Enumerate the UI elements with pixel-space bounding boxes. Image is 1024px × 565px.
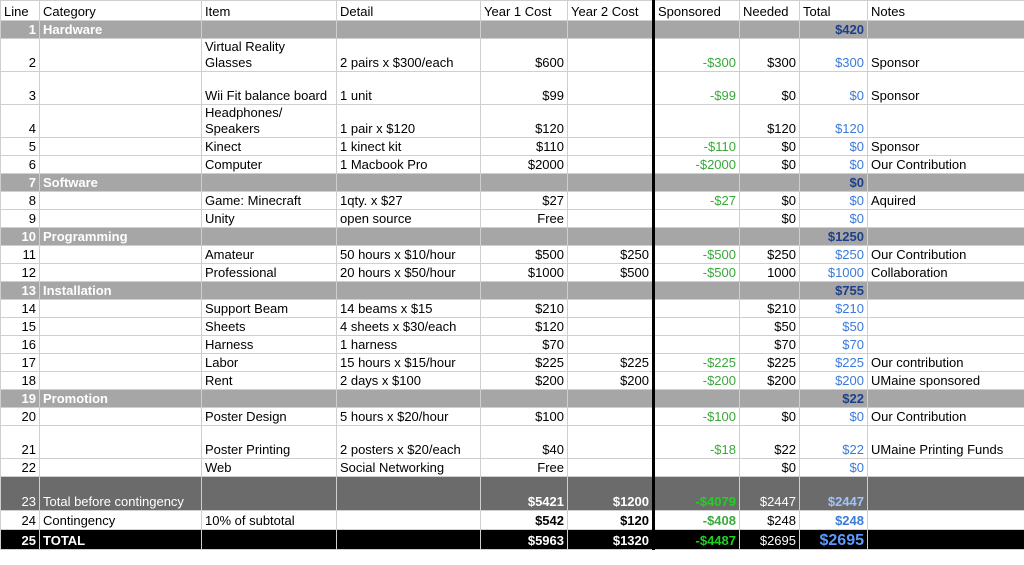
item-cell[interactable]: Headphones/ Speakers — [202, 105, 337, 138]
sponsored-cell[interactable]: -$4487 — [654, 530, 740, 550]
year1-cell[interactable]: $100 — [481, 408, 568, 426]
table-row — [1, 372, 1024, 390]
header-sponsored[interactable]: Sponsored — [654, 1, 740, 21]
year1-cell[interactable]: Free — [481, 210, 568, 228]
total-cell[interactable]: $2695 — [800, 530, 868, 550]
year2-cell[interactable]: $1320 — [568, 530, 654, 550]
table-row — [1, 336, 1024, 354]
line-number[interactable]: 23 — [1, 477, 40, 511]
detail-cell[interactable] — [337, 530, 481, 550]
needed-cell[interactable]: $250 — [740, 246, 800, 264]
year2-cell[interactable] — [568, 228, 654, 246]
notes-cell[interactable] — [868, 511, 1024, 530]
notes-cell[interactable] — [868, 174, 1024, 192]
line-number[interactable]: 14 — [1, 300, 40, 318]
category-cell[interactable] — [40, 354, 202, 372]
line-number[interactable]: 16 — [1, 336, 40, 354]
year1-cell[interactable]: $210 — [481, 300, 568, 318]
category-cell[interactable] — [40, 318, 202, 336]
table-row — [1, 264, 1024, 282]
category-cell[interactable]: Total before contingency — [40, 477, 202, 511]
year1-cell[interactable] — [481, 174, 568, 192]
year2-cell[interactable] — [568, 210, 654, 228]
header-needed[interactable]: Needed — [740, 1, 800, 21]
year2-cell[interactable] — [568, 105, 654, 138]
line-number[interactable]: 11 — [1, 246, 40, 264]
table-row — [1, 300, 1024, 318]
year2-cell[interactable]: $120 — [568, 511, 654, 530]
contingency-row — [1, 511, 1024, 530]
total-cell[interactable]: $0 — [800, 408, 868, 426]
detail-cell[interactable] — [337, 228, 481, 246]
table-row — [1, 72, 1024, 105]
year2-cell[interactable] — [568, 174, 654, 192]
sponsored-cell[interactable] — [654, 459, 740, 477]
detail-cell[interactable] — [337, 390, 481, 408]
year1-cell[interactable]: $99 — [481, 72, 568, 105]
notes-cell[interactable] — [868, 318, 1024, 336]
item-cell[interactable]: Poster Printing — [202, 426, 337, 459]
notes-cell[interactable] — [868, 21, 1024, 39]
category-cell[interactable]: Software — [40, 174, 202, 192]
total-cell[interactable]: $248 — [800, 511, 868, 530]
category-cell[interactable] — [40, 105, 202, 138]
notes-cell[interactable]: Aquired — [868, 192, 1024, 210]
needed-cell[interactable]: $2695 — [740, 530, 800, 550]
detail-cell[interactable]: 14 beams x $15 — [337, 300, 481, 318]
category-row — [1, 282, 1024, 300]
year1-cell[interactable]: $600 — [481, 39, 568, 72]
needed-cell[interactable] — [740, 282, 800, 300]
line-number[interactable]: 6 — [1, 156, 40, 174]
needed-cell[interactable]: $0 — [740, 459, 800, 477]
year1-cell[interactable]: $5963 — [481, 530, 568, 550]
year2-cell[interactable]: $1200 — [568, 477, 654, 511]
notes-cell[interactable] — [868, 282, 1024, 300]
year1-cell[interactable] — [481, 21, 568, 39]
sponsored-cell[interactable]: -$300 — [654, 39, 740, 72]
total-cell[interactable]: $0 — [800, 459, 868, 477]
detail-cell[interactable]: 1 pair x $120 — [337, 105, 481, 138]
notes-cell[interactable]: Our contribution — [868, 354, 1024, 372]
year1-cell[interactable]: $542 — [481, 511, 568, 530]
notes-cell[interactable]: Sponsor — [868, 138, 1024, 156]
detail-cell[interactable]: 4 sheets x $30/each — [337, 318, 481, 336]
needed-cell[interactable] — [740, 390, 800, 408]
line-number[interactable]: 1 — [1, 21, 40, 39]
total-cell[interactable]: $1250 — [800, 228, 868, 246]
detail-cell[interactable]: 1 unit — [337, 72, 481, 105]
line-number[interactable]: 22 — [1, 459, 40, 477]
category-cell[interactable]: Contingency — [40, 511, 202, 530]
year1-cell[interactable]: $500 — [481, 246, 568, 264]
year1-cell[interactable]: $200 — [481, 372, 568, 390]
sponsored-cell[interactable]: -$4079 — [654, 477, 740, 511]
year1-cell[interactable]: $27 — [481, 192, 568, 210]
line-number[interactable]: 3 — [1, 72, 40, 105]
category-cell[interactable] — [40, 192, 202, 210]
needed-cell[interactable]: $210 — [740, 300, 800, 318]
year1-cell[interactable]: $40 — [481, 426, 568, 459]
header-line[interactable]: Line — [1, 1, 40, 21]
notes-cell[interactable]: Our Contribution — [868, 156, 1024, 174]
category-cell[interactable] — [40, 408, 202, 426]
category-cell[interactable]: Hardware — [40, 21, 202, 39]
notes-cell[interactable] — [868, 300, 1024, 318]
total-cell[interactable]: $420 — [800, 21, 868, 39]
year2-cell[interactable] — [568, 156, 654, 174]
sponsored-cell[interactable]: -$500 — [654, 246, 740, 264]
needed-cell[interactable]: $200 — [740, 372, 800, 390]
category-cell[interactable]: Promotion — [40, 390, 202, 408]
line-number[interactable]: 7 — [1, 174, 40, 192]
sponsored-cell[interactable] — [654, 105, 740, 138]
category-cell[interactable] — [40, 156, 202, 174]
item-cell[interactable]: Professional — [202, 264, 337, 282]
year2-cell[interactable] — [568, 138, 654, 156]
year2-cell[interactable]: $500 — [568, 264, 654, 282]
category-cell[interactable] — [40, 72, 202, 105]
line-number[interactable]: 4 — [1, 105, 40, 138]
year2-cell[interactable] — [568, 459, 654, 477]
needed-cell[interactable]: $70 — [740, 336, 800, 354]
detail-cell[interactable]: 5 hours x $20/hour — [337, 408, 481, 426]
item-cell[interactable]: Kinect — [202, 138, 337, 156]
item-cell[interactable] — [202, 21, 337, 39]
total-cell[interactable]: $200 — [800, 372, 868, 390]
needed-cell[interactable]: $0 — [740, 138, 800, 156]
notes-cell[interactable] — [868, 228, 1024, 246]
total-cell[interactable]: $2447 — [800, 477, 868, 511]
category-cell[interactable] — [40, 372, 202, 390]
notes-cell[interactable]: Our Contribution — [868, 246, 1024, 264]
category-row — [1, 228, 1024, 246]
line-number[interactable]: 2 — [1, 39, 40, 72]
item-cell[interactable]: Computer — [202, 156, 337, 174]
item-cell[interactable]: Support Beam — [202, 300, 337, 318]
item-cell[interactable]: Game: Minecraft — [202, 192, 337, 210]
item-cell[interactable]: Web — [202, 459, 337, 477]
item-cell[interactable] — [202, 174, 337, 192]
table-row — [1, 138, 1024, 156]
item-cell[interactable]: Rent — [202, 372, 337, 390]
detail-cell[interactable]: Social Networking — [337, 459, 481, 477]
needed-cell[interactable]: $300 — [740, 39, 800, 72]
total-cell[interactable]: $22 — [800, 390, 868, 408]
notes-cell[interactable] — [868, 477, 1024, 511]
notes-cell[interactable] — [868, 390, 1024, 408]
total-cell[interactable]: $225 — [800, 354, 868, 372]
total-cell[interactable]: $120 — [800, 105, 868, 138]
header-row — [1, 1, 1024, 21]
subtotal-row — [1, 477, 1024, 511]
table-row — [1, 105, 1024, 138]
sponsored-cell[interactable] — [654, 228, 740, 246]
sponsored-cell[interactable] — [654, 390, 740, 408]
header-year1[interactable]: Year 1 Cost — [481, 1, 568, 21]
total-cell[interactable]: $0 — [800, 192, 868, 210]
detail-cell[interactable] — [337, 282, 481, 300]
year1-cell[interactable]: Free — [481, 459, 568, 477]
year2-cell[interactable]: $225 — [568, 354, 654, 372]
line-number[interactable]: 21 — [1, 426, 40, 459]
total-cell[interactable]: $70 — [800, 336, 868, 354]
sponsored-cell[interactable] — [654, 300, 740, 318]
sponsored-cell[interactable]: -$99 — [654, 72, 740, 105]
item-cell[interactable] — [202, 530, 337, 550]
category-cell[interactable] — [40, 264, 202, 282]
year2-cell[interactable] — [568, 21, 654, 39]
header-notes[interactable]: Notes — [868, 1, 1024, 21]
detail-cell[interactable] — [337, 477, 481, 511]
table-row — [1, 156, 1024, 174]
needed-cell[interactable]: $0 — [740, 192, 800, 210]
line-number[interactable]: 15 — [1, 318, 40, 336]
notes-cell[interactable] — [868, 459, 1024, 477]
sponsored-cell[interactable]: -$500 — [654, 264, 740, 282]
item-cell[interactable]: Poster Design — [202, 408, 337, 426]
notes-cell[interactable]: Sponsor — [868, 72, 1024, 105]
needed-cell[interactable] — [740, 174, 800, 192]
needed-cell[interactable]: $2447 — [740, 477, 800, 511]
notes-cell[interactable]: UMaine Printing Funds — [868, 426, 1024, 459]
line-number[interactable]: 5 — [1, 138, 40, 156]
total-cell[interactable]: $210 — [800, 300, 868, 318]
year1-cell[interactable]: $1000 — [481, 264, 568, 282]
category-row — [1, 390, 1024, 408]
header-item[interactable]: Item — [202, 1, 337, 21]
sponsored-cell[interactable] — [654, 282, 740, 300]
detail-cell[interactable] — [337, 21, 481, 39]
item-cell[interactable]: Wii Fit balance board — [202, 72, 337, 105]
category-cell[interactable] — [40, 300, 202, 318]
sponsored-cell[interactable] — [654, 210, 740, 228]
category-cell[interactable] — [40, 336, 202, 354]
category-cell[interactable] — [40, 210, 202, 228]
sponsored-cell[interactable]: -$2000 — [654, 156, 740, 174]
detail-cell[interactable] — [337, 174, 481, 192]
total-cell[interactable]: $0 — [800, 174, 868, 192]
year1-cell[interactable] — [481, 228, 568, 246]
sponsored-cell[interactable]: -$408 — [654, 511, 740, 530]
total-cell[interactable]: $1000 — [800, 264, 868, 282]
table-row — [1, 318, 1024, 336]
needed-cell[interactable]: 1000 — [740, 264, 800, 282]
table-row — [1, 192, 1024, 210]
year2-cell[interactable] — [568, 39, 654, 72]
sponsored-cell[interactable]: -$200 — [654, 372, 740, 390]
category-cell[interactable] — [40, 39, 202, 72]
year2-cell[interactable]: $200 — [568, 372, 654, 390]
detail-cell[interactable]: 1 Macbook Pro — [337, 156, 481, 174]
category-cell[interactable] — [40, 426, 202, 459]
item-cell[interactable] — [202, 282, 337, 300]
line-number[interactable]: 19 — [1, 390, 40, 408]
needed-cell[interactable]: $50 — [740, 318, 800, 336]
item-cell[interactable]: Unity — [202, 210, 337, 228]
table-row — [1, 210, 1024, 228]
header-category[interactable]: Category — [40, 1, 202, 21]
year1-cell[interactable]: $110 — [481, 138, 568, 156]
category-row — [1, 174, 1024, 192]
needed-cell[interactable]: $0 — [740, 72, 800, 105]
table-row — [1, 426, 1024, 459]
sponsored-cell[interactable]: -$27 — [654, 192, 740, 210]
item-cell[interactable]: Labor — [202, 354, 337, 372]
sponsored-cell[interactable]: -$225 — [654, 354, 740, 372]
needed-cell[interactable]: $22 — [740, 426, 800, 459]
detail-cell[interactable]: 1 harness — [337, 336, 481, 354]
needed-cell[interactable]: $248 — [740, 511, 800, 530]
notes-cell[interactable] — [868, 210, 1024, 228]
table-row — [1, 39, 1024, 72]
year1-cell[interactable]: $120 — [481, 318, 568, 336]
detail-cell[interactable]: 15 hours x $15/hour — [337, 354, 481, 372]
notes-cell[interactable]: Sponsor — [868, 39, 1024, 72]
sponsored-cell[interactable] — [654, 318, 740, 336]
detail-cell[interactable]: 1qty. x $27 — [337, 192, 481, 210]
line-number[interactable]: 17 — [1, 354, 40, 372]
year2-cell[interactable] — [568, 282, 654, 300]
total-cell[interactable]: $22 — [800, 426, 868, 459]
category-cell[interactable] — [40, 246, 202, 264]
line-number[interactable]: 25 — [1, 530, 40, 550]
needed-cell[interactable]: $0 — [740, 210, 800, 228]
notes-cell[interactable] — [868, 336, 1024, 354]
category-cell[interactable] — [40, 459, 202, 477]
item-cell[interactable]: 10% of subtotal — [202, 511, 337, 530]
header-total[interactable]: Total — [800, 1, 868, 21]
sponsored-cell[interactable] — [654, 336, 740, 354]
category-row — [1, 21, 1024, 39]
notes-cell[interactable] — [868, 530, 1024, 550]
total-cell[interactable]: $0 — [800, 72, 868, 105]
line-number[interactable]: 10 — [1, 228, 40, 246]
line-number[interactable]: 13 — [1, 282, 40, 300]
needed-cell[interactable] — [740, 228, 800, 246]
category-cell[interactable]: Installation — [40, 282, 202, 300]
table-row — [1, 408, 1024, 426]
year1-cell[interactable] — [481, 282, 568, 300]
total-cell[interactable]: $50 — [800, 318, 868, 336]
sponsored-cell[interactable]: -$18 — [654, 426, 740, 459]
item-cell[interactable] — [202, 477, 337, 511]
detail-cell[interactable]: 50 hours x $10/hour — [337, 246, 481, 264]
total-cell[interactable]: $0 — [800, 138, 868, 156]
detail-cell[interactable]: 2 posters x $20/each — [337, 426, 481, 459]
line-number[interactable]: 20 — [1, 408, 40, 426]
total-cell[interactable]: $755 — [800, 282, 868, 300]
line-number[interactable]: 24 — [1, 511, 40, 530]
item-cell[interactable]: Amateur — [202, 246, 337, 264]
detail-cell[interactable]: 20 hours x $50/hour — [337, 264, 481, 282]
year1-cell[interactable]: $70 — [481, 336, 568, 354]
item-cell[interactable]: Harness — [202, 336, 337, 354]
detail-cell[interactable]: open source — [337, 210, 481, 228]
year1-cell[interactable]: $5421 — [481, 477, 568, 511]
detail-cell[interactable]: 1 kinect kit — [337, 138, 481, 156]
notes-cell[interactable]: UMaine sponsored — [868, 372, 1024, 390]
line-number[interactable]: 18 — [1, 372, 40, 390]
detail-cell[interactable]: 2 days x $100 — [337, 372, 481, 390]
line-number[interactable]: 9 — [1, 210, 40, 228]
needed-cell[interactable]: $120 — [740, 105, 800, 138]
year1-cell[interactable]: $2000 — [481, 156, 568, 174]
notes-cell[interactable]: Collaboration — [868, 264, 1024, 282]
line-number[interactable]: 12 — [1, 264, 40, 282]
year2-cell[interactable] — [568, 300, 654, 318]
year2-cell[interactable] — [568, 426, 654, 459]
year1-cell[interactable] — [481, 390, 568, 408]
sponsored-cell[interactable] — [654, 174, 740, 192]
year1-cell[interactable]: $120 — [481, 105, 568, 138]
table-row — [1, 246, 1024, 264]
needed-cell[interactable]: $225 — [740, 354, 800, 372]
detail-cell[interactable] — [337, 511, 481, 530]
total-cell[interactable]: $300 — [800, 39, 868, 72]
year2-cell[interactable] — [568, 318, 654, 336]
year2-cell[interactable] — [568, 408, 654, 426]
sponsored-cell[interactable] — [654, 21, 740, 39]
year2-cell[interactable] — [568, 336, 654, 354]
year1-cell[interactable]: $225 — [481, 354, 568, 372]
item-cell[interactable]: Sheets — [202, 318, 337, 336]
sponsored-cell[interactable]: -$110 — [654, 138, 740, 156]
detail-cell[interactable]: 2 pairs x $300/each — [337, 39, 481, 72]
needed-cell[interactable] — [740, 21, 800, 39]
item-cell[interactable] — [202, 390, 337, 408]
line-number[interactable]: 8 — [1, 192, 40, 210]
year2-cell[interactable]: $250 — [568, 246, 654, 264]
grand-total-row — [1, 530, 1024, 550]
sponsored-cell[interactable]: -$100 — [654, 408, 740, 426]
header-year2[interactable]: Year 2 Cost — [568, 1, 654, 21]
needed-cell[interactable]: $0 — [740, 408, 800, 426]
total-cell[interactable]: $0 — [800, 210, 868, 228]
category-cell[interactable]: TOTAL — [40, 530, 202, 550]
total-cell[interactable]: $0 — [800, 156, 868, 174]
item-cell[interactable]: Virtual Reality Glasses — [202, 39, 337, 72]
item-cell[interactable] — [202, 228, 337, 246]
year2-cell[interactable] — [568, 192, 654, 210]
needed-cell[interactable]: $0 — [740, 156, 800, 174]
notes-cell[interactable]: Our Contribution — [868, 408, 1024, 426]
table-row — [1, 354, 1024, 372]
total-cell[interactable]: $250 — [800, 246, 868, 264]
table-row — [1, 459, 1024, 477]
year2-cell[interactable] — [568, 390, 654, 408]
category-cell[interactable] — [40, 138, 202, 156]
header-detail[interactable]: Detail — [337, 1, 481, 21]
notes-cell[interactable] — [868, 105, 1024, 138]
year2-cell[interactable] — [568, 72, 654, 105]
category-cell[interactable]: Programming — [40, 228, 202, 246]
